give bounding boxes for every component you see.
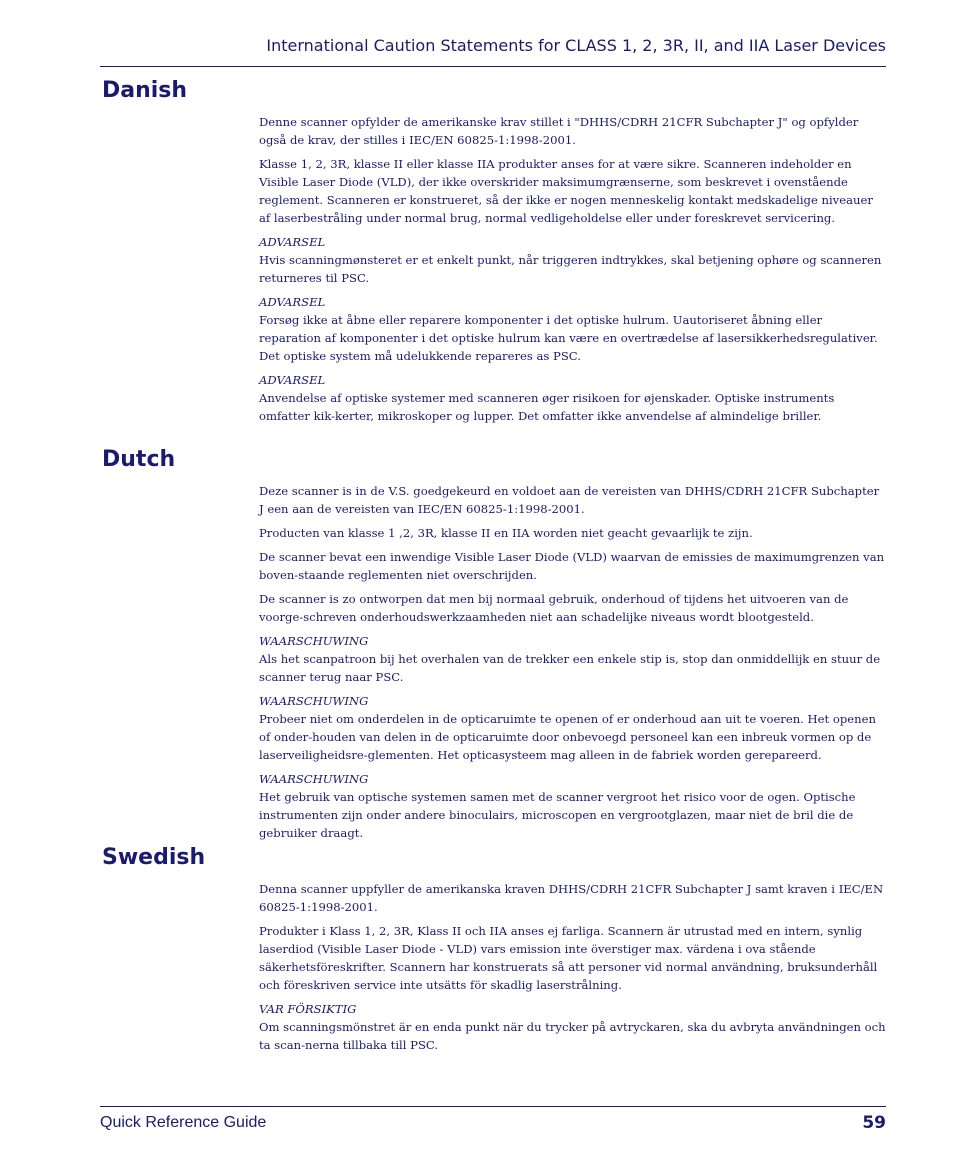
warning-text: Het gebruik van optische systemen samen met de scanner vergroot het risico voor de ogen. Optische instrumenten zijn onder andere binoculairs, microscopen en vergrootglazen, maar niet de bril die de gebruiker draagt. <box>259 790 856 840</box>
section-body-dutch <box>259 482 887 848</box>
paragraph: Denna scanner uppfyller de amerikanska kraven DHHS/CDRH 21CFR Subchapter J samt kraven i IEC/EN 60825-1:1998-2001. <box>259 882 884 914</box>
section-body-danish <box>259 113 887 431</box>
paragraph: Klasse 1, 2, 3R, klasse II eller klasse IIA produkter anses for at være sikre. Scanneren indeholder en Visible Laser Diode (VLD), der ikke overskrider maksimumgrænserne, som beskrevet i ovenstående reglement. Scanneren er konstrueret, så der ikke er nogen menneskelig kontakt medskadelige niveauer af laserbestråling under normal brug, normal vedligeholdelse eller under foreskrevet servicering. <box>259 157 873 225</box>
warning-title: WAARSCHUWING <box>259 634 369 648</box>
warning-text: Om scanningsmönstret är en enda punkt när du trycker på avtryckaren, ska du avbryta användningen och ta scan-nerna tillbaka till PSC. <box>259 1020 886 1052</box>
warning-title: ADVARSEL <box>259 295 326 309</box>
warning-title: WAARSCHUWING <box>259 772 369 786</box>
warning-title: ADVARSEL <box>259 235 326 249</box>
section-title-dutch: Dutch <box>102 447 176 472</box>
warning-text: Forsøg ikke at åbne eller reparere komponenter i det optiske hulrum. Uautoriseret åbning eller reparation af komponenter i det optiske hulrum kan være en overtrædelse af lasersikkerhedsregulativer. Det optiske system må udelukkende repareres as PSC. <box>259 313 878 363</box>
warning-text: Probeer niet om onderdelen in de opticaruimte te openen of er onderhoud aan uit te voeren. Het openen of onder-houden van delen in de opticaruimte door onbevoegd personeel kan een inbreuk vormen op de laserveiligheidsre-glementen. Het opticasysteem mag alleen in de fabriek worden gerepareerd. <box>259 712 876 762</box>
footer-rule <box>100 1106 886 1107</box>
paragraph: De scanner is zo ontworpen dat men bij normaal gebruik, onderhoud of tijdens het uitvoeren van de voorge-schreven onderhoudswerkzaamheden niet aan schadelijke niveaus wordt blootgesteld. <box>259 592 849 624</box>
warning-title: ADVARSEL <box>259 373 326 387</box>
warning-title: WAARSCHUWING <box>259 694 369 708</box>
warning-text: Als het scanpatroon bij het overhalen van de trekker een enkele stip is, stop dan onmiddellijk en stuur de scanner terug naar PSC. <box>259 652 881 684</box>
header-rule <box>100 66 886 67</box>
warning-text: Anvendelse af optiske systemer med scanneren øger risikoen for øjenskader. Optiske instruments omfatter kik-kerter, mikroskoper og lupper. Det omfatter ikke anvendelse af almindelige briller. <box>259 391 835 423</box>
paragraph: Produkter i Klass 1, 2, 3R, Klass II och IIA anses ej farliga. Scannern är utrustad med en intern, synlig laserdiod (Visible Laser Diode - VLD) vars emission inte överstiger max. värdena i ova stående säkerhetsföreskrifter. Scannern har konstruerats så att personer vid normal användning, bruksunderhåll och föreskriven service inte utsätts för skadlig laserstrålning. <box>259 924 878 992</box>
section-body-swedish <box>259 880 887 1060</box>
paragraph: Producten van klasse 1 ,2, 3R, klasse II en IIA worden niet geacht gevaarlijk te zijn. <box>259 526 753 540</box>
section-title-danish: Danish <box>102 78 188 103</box>
running-header: International Caution Statements for CLASS 1, 2, 3R, II, and IIA Laser Devices <box>266 36 886 55</box>
footer-guide-title: Quick Reference Guide <box>100 1114 267 1131</box>
warning-title: VAR FÖRSIKTIG <box>259 1002 357 1016</box>
paragraph: Deze scanner is in de V.S. goedgekeurd en voldoet aan de vereisten van DHHS/CDRH 21CFR Subchapter J een aan de vereisten van IEC/EN 60825-1:1998-2001. <box>259 484 880 516</box>
section-title-swedish: Swedish <box>102 845 206 870</box>
paragraph: Denne scanner opfylder de amerikanske krav stillet i "DHHS/CDRH 21CFR Subchapter J" og opfylder også de krav, der stilles i IEC/EN 60825-1:1998-2001. <box>259 115 859 147</box>
page-number: 59 <box>862 1113 886 1133</box>
warning-text: Hvis scanningmønsteret er et enkelt punkt, når triggeren indtrykkes, skal betjening ophøre og scanneren returneres til PSC. <box>259 253 882 285</box>
paragraph: De scanner bevat een inwendige Visible Laser Diode (VLD) waarvan de emissies de maximumgrenzen van boven-staande reglementen niet overschrijden. <box>259 550 885 582</box>
